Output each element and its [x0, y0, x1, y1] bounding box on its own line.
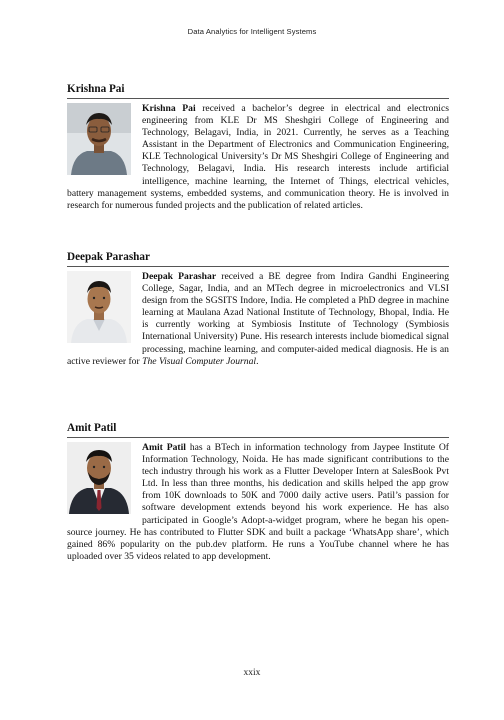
sentence-end: . — [256, 355, 259, 367]
author-photo — [67, 103, 131, 175]
running-header: Data Analytics for Intelligent Systems — [187, 27, 317, 36]
journal-name: The Visual Computer Journal — [142, 355, 257, 367]
author-name-inline: Deepak Parashar — [142, 271, 217, 282]
page-number: xxix — [243, 668, 261, 678]
author-name-inline: Krishna Pai — [142, 103, 196, 114]
author-bio — [67, 442, 449, 563]
bio-section-deepak-parashar — [67, 250, 449, 368]
author-bio — [67, 103, 449, 212]
author-photo — [67, 271, 131, 343]
author-name-inline: Amit Patil — [142, 442, 186, 453]
bio-section-amit-patil — [67, 421, 449, 563]
author-bio — [67, 271, 449, 368]
author-name-heading: Deepak Parashar — [67, 250, 449, 267]
author-bio-text: received a BE degree from Indira Gandhi Engineering College, Sagar, India, and an MTech degree in microelectronics and VLSI design from the SGSITS Indore, India. He completed a PhD degree in machine learning at Maulana Azad National Institute of Technology, Bhopal, India. He is currently working at Symbiosis Institute of Technology (Symbiosis International University) Pune. His research interests include biomedical signal processing, machine learning, and computer-aided medical diagnosis. He is an active reviewer for — [67, 271, 450, 367]
author-name-heading: Amit Patil — [67, 421, 449, 438]
author-bio-text: received a bachelor’s degree in electrical and electronics engineering from KLE Dr MS Sheshgiri College of Engineering and Technology, Belagavi, India, in 2021. Currently, he serves as a Teaching Assistant in the Department of Electronics and Communication Engineering, KLE Technological University’s Dr MS Sheshgiri College of Engineering and Technology, Belagavi, India. His research interests include artificial intelligence, machine learning, the Internet of Things, electrical vehicles, battery management systems, embedded systems, and communication theory. He is involved in research for numerous funded projects and the publication of related articles. — [67, 103, 449, 211]
author-photo — [67, 442, 131, 514]
author-name-heading: Krishna Pai — [67, 82, 449, 99]
bio-section-krishna-pai — [67, 82, 449, 212]
author-bio-text: has a BTech in information technology from Jaypee Institute Of Information Technology, Noida. He has made significant contributions to the tech industry through his work as a Flutter Developer Intern at SalesBook Pvt Ltd. In less than three months, his dedication and skills helped the app grow from 10K downloads to 50K and 7000 daily active users. Patil’s passion for software development extends beyond his work experience. He has also participated in Google’s Adopt-a-widget program, where he began his open-source journey. He has contributed to Flutter SDK and built a package ‘WhatsApp share’, which gained 86% popularity on the pub.dev platform. He runs a YouTube channel where he has uploaded over 35 videos related to app development. — [67, 442, 450, 562]
